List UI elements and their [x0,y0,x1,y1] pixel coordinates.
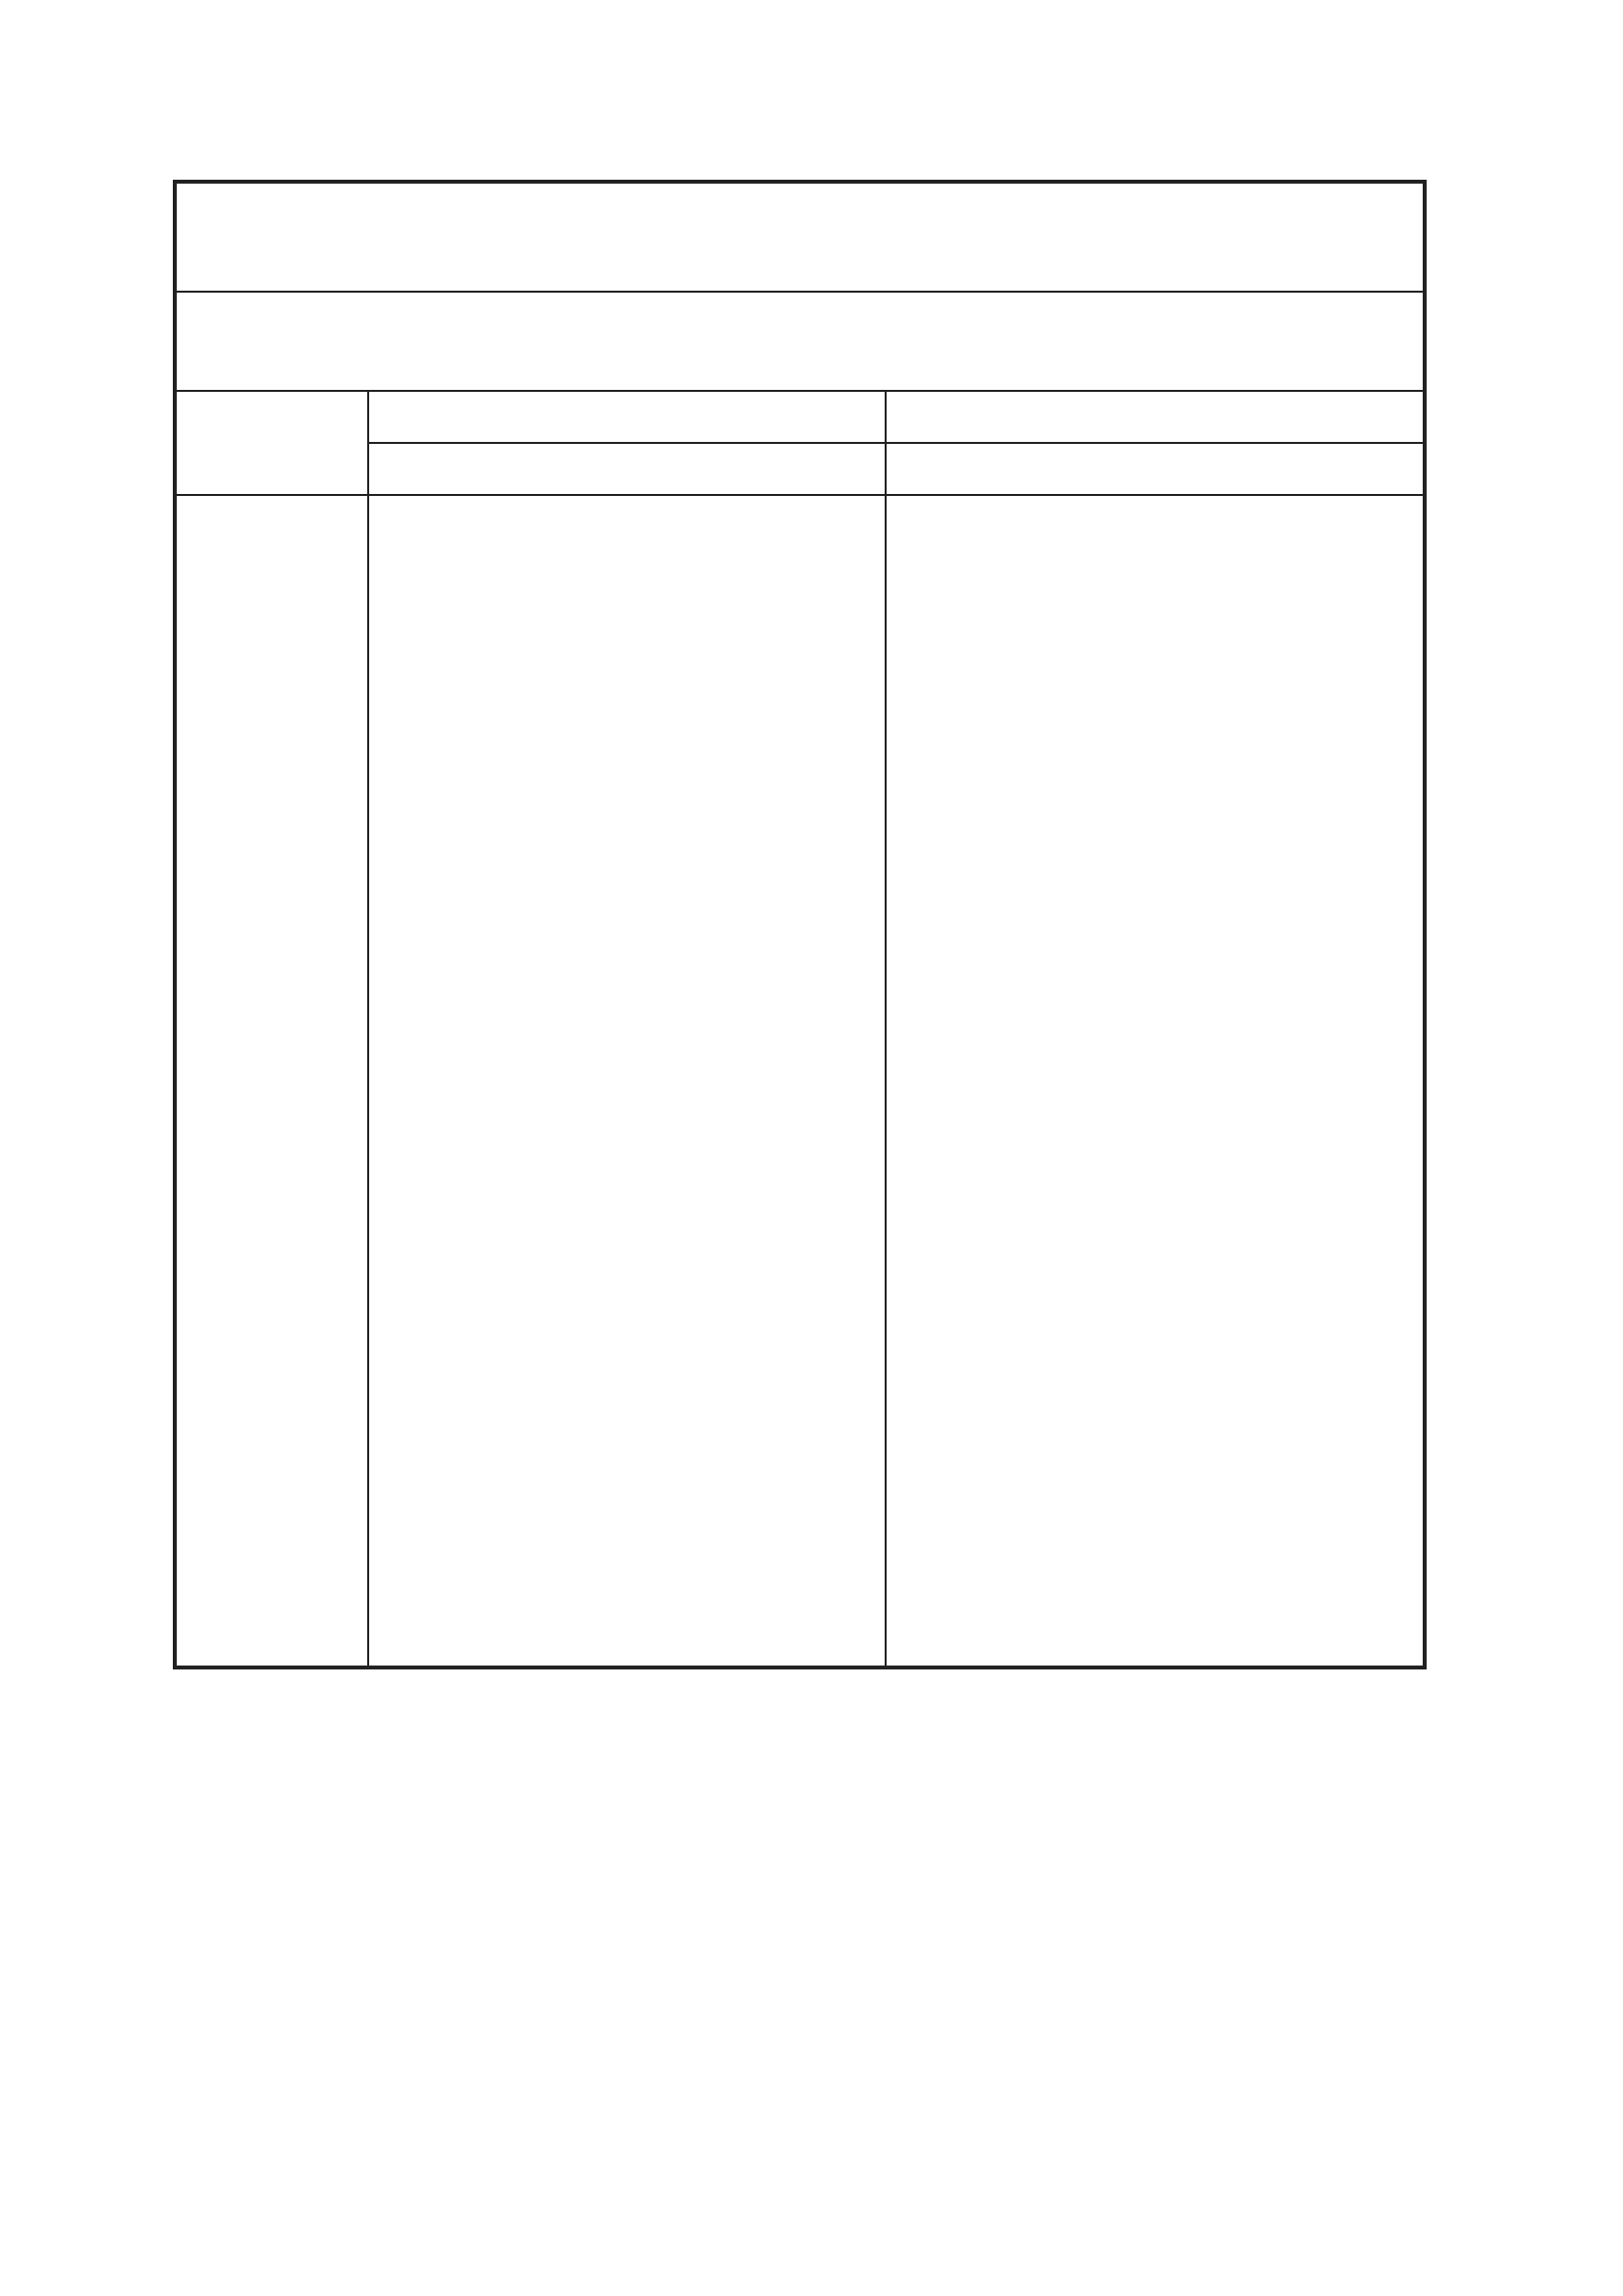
license-form [173,180,1427,1669]
header-completion-approval-no [887,392,1423,444]
table-header [177,392,1423,496]
form-subtitle-chars [285,293,1315,390]
header-incoming-doc-no [369,444,885,496]
form-title [177,184,1423,293]
header-item-label [177,392,367,496]
column-divider-1 [367,392,369,1666]
header-change-content [887,444,1423,496]
form-subtitle [177,293,1423,392]
header-approval-doc-no [369,392,885,444]
column-divider-2 [885,392,887,1666]
